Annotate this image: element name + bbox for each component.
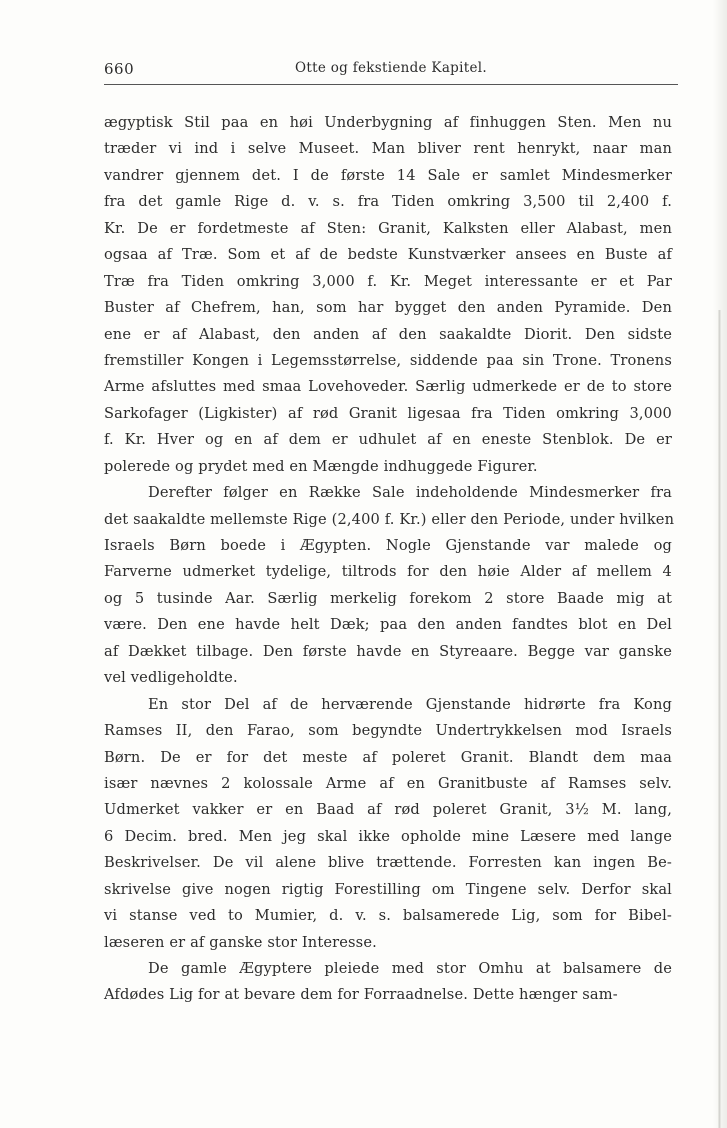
text-line: f. Kr. Hver og en af dem er udhulet af en eneste Stenblok. De er [104,431,672,449]
paragraph [104,110,672,480]
paragraph [104,692,672,956]
text-line: Afdødes Lig for at bevare dem for Forraadnelse. Dette hænger sam- [104,986,618,1004]
text-line: ægyptisk Stil paa en høi Underbygning af finhuggen Sten. Men nu [104,114,672,131]
text-line: Udmerket vakker er en Baad af rød poleret Granit, 3½ M. lang, [104,801,672,819]
text-line: vi stanse ved to Mumier, d. v. s. balsamerede Lig, som for Bibel- [104,907,672,925]
text-line: især nævnes 2 kolossale Arme af en Granitbuste af Ramses selv. [104,774,672,792]
text-line: læseren er af ganske stor Interesse. [104,933,377,951]
text-line: af Dækket tilbage. Den første havde en Styreaare. Begge var ganske [104,642,672,660]
text-line: og 5 tusinde Aar. Særlig merkelig forekom 2 store Baade mig at [104,589,672,607]
text-line: Arme afsluttes med smaa Lovehoveder. Særlig udmerkede er de to store [104,378,672,396]
text-line: træder vi ind i selve Museet. Man bliver rent henrykt, naar man [104,140,672,158]
page-edge-line [718,310,721,1128]
text-line: vandrer gjennem det. I de første 14 Sale er samlet Mindesmerker [104,166,672,184]
text-line: vel vedligeholdte. [104,669,238,687]
text-line: De gamle Ægyptere pleiede med stor Omhu at balsamere de [148,960,672,977]
page-header [104,60,678,82]
text-line: Kr. De er fordetmeste af Sten: Granit, Kalksten eller Alabast, men [104,219,672,237]
text-line: det saakaldte mellemste Rige (2,400 f. Kr.) eller den Periode, under hvilken [104,510,675,528]
text-line: skrivelse give nogen rigtig Forestilling om Tingene selv. Derfor skal [104,880,672,898]
text-line: ogsaa af Træ. Som et af de bedste Kunstværker ansees en Buste af [104,246,672,264]
text-line: polerede og prydet med en Mængde indhuggede Figurer. [104,457,538,475]
text-line: En stor Del af de herværende Gjenstande hidrørte fra Kong [148,695,672,713]
text-line: Beskrivelser. De vil alene blive trættende. Forresten kan ingen Be- [104,854,672,872]
text-line: Israels Børn boede i Ægypten. Nogle Gjenstande var malede og [104,537,672,554]
paragraph [104,480,675,692]
text-line: være. Den ene havde helt Dæk; paa den anden fandtes blot en Del [104,616,672,634]
page-number: 660 [104,60,135,78]
text-line: Børn. De er for det meste af poleret Granit. Blandt dem maa [104,748,672,766]
text-line: Derefter følger en Række Sale indeholdende Mindesmerker fra [148,484,672,502]
text-line: fremstiller Kongen i Legemsstørrelse, siddende paa sin Trone. Tronens [104,351,672,369]
running-title: Otte og fekstiende Kapitel. [295,60,487,76]
text-line: Ramses II, den Farao, som begyndte Undertrykkelsen mod Israels [104,722,672,740]
text-line: ene er af Alabast, den anden af den saakaldte Diorit. Den sidste [104,325,672,343]
text-line: 6 Decim. bred. Men jeg skal ikke opholde mine Læsere med lange [104,827,672,845]
text-line: fra det gamle Rige d. v. s. fra Tiden omkring 3,500 til 2,400 f. [104,193,672,211]
text-line: Farverne udmerket tydelige, tiltrods for den høie Alder af mellem 4 [104,563,672,581]
body-text [104,110,675,1009]
paragraph [104,956,672,1009]
text-line: Buster af Chefrem, han, som har bygget den anden Pyramide. Den [104,299,672,317]
header-rule [104,84,678,85]
text-line: Træ fra Tiden omkring 3,000 f. Kr. Meget interessante er et Par [104,272,672,290]
text-line: Sarkofager (Ligkister) af rød Granit ligesaa fra Tiden omkring 3,000 [104,404,672,422]
